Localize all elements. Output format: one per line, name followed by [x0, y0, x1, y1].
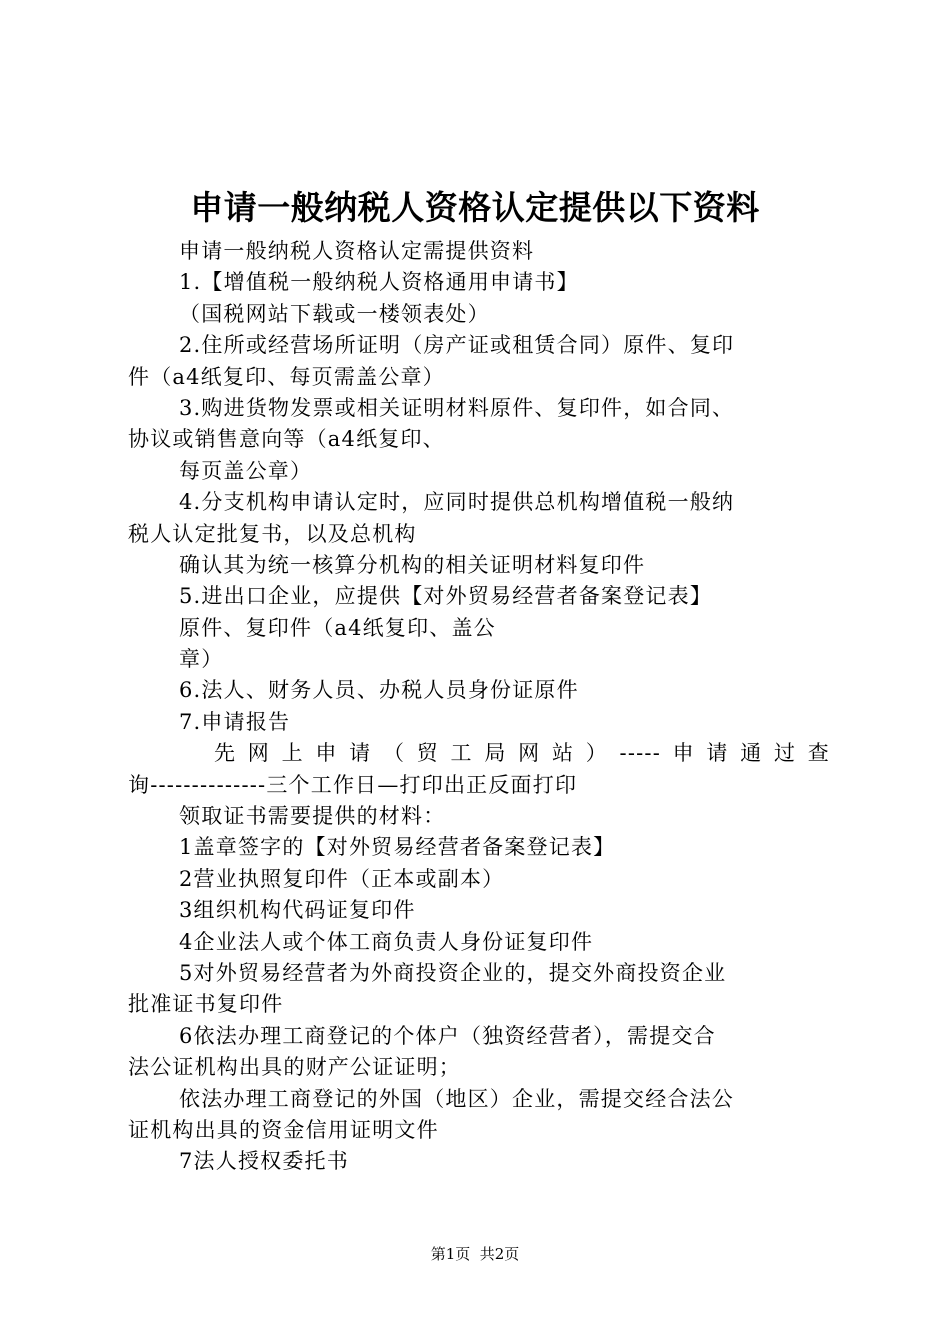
body-line: 依法办理工商登记的外国（地区）企业，需提交经合法公	[179, 1086, 734, 1111]
body-line: 法公证机构出具的财产公证证明；	[128, 1055, 461, 1080]
body-line: 7法人授权委托书	[179, 1149, 349, 1174]
body-line: 证机构出具的资金信用证明文件	[128, 1117, 439, 1142]
body-line: 4企业法人或个体工商负责人身份证复印件	[179, 929, 594, 954]
document-title: 申请一般纳税人资格认定提供以下资料	[190, 188, 760, 227]
body-line: 批准证书复印件	[128, 992, 284, 1017]
body-line: 2.住所或经营场所证明（房产证或租赁合同）原件、复印	[179, 333, 735, 358]
body-line: 1盖章签字的【对外贸易经营者备案登记表】	[179, 835, 616, 860]
body-line: 1.【增值税一般纳税人资格通用申请书】	[179, 270, 579, 295]
body-line: 7.申请报告	[179, 709, 291, 734]
body-line: 5.进出口企业，应提供【对外贸易经营者备案登记表】	[179, 584, 713, 609]
body-line: 领取证书需要提供的材料：	[179, 804, 446, 829]
body-line: 原件、复印件（a4纸复印、盖公	[179, 615, 496, 640]
body-line: 税人认定批复书，以及总机构	[128, 521, 417, 546]
page-number: 第1页 共2页	[430, 1245, 520, 1263]
body-line: 申请一般纳税人资格认定需提供资料	[179, 239, 535, 263]
body-line: 件（a4纸复印、每页需盖公章）	[128, 364, 445, 389]
page-footer	[0, 1244, 950, 1264]
body-line: 每页盖公章）	[179, 458, 313, 483]
body-line: 6.法人、财务人员、办税人员身份证原件	[179, 678, 579, 703]
body-line: 5对外贸易经营者为外商投资企业的，提交外商投资企业	[179, 960, 727, 985]
body-line: 协议或销售意向等（a4纸复印、	[128, 427, 445, 452]
body-line: 3.购进货物发票或相关证明材料原件、复印件，如合同、	[179, 395, 735, 420]
body-line: 章）	[179, 647, 224, 672]
body-line: 3组织机构代码证复印件	[179, 898, 416, 923]
body-line: 6依法办理工商登记的个体户（独资经营者），需提交合	[179, 1023, 716, 1048]
body-line: （国税网站下载或一楼领表处）	[179, 301, 490, 326]
body-line: 先网上申请（贸工局网站）-----申请通过查	[214, 741, 830, 766]
body-line: 4.分支机构申请认定时，应同时提供总机构增值税一般纳	[179, 490, 735, 515]
body-line: 2营业执照复印件（正本或副本）	[179, 866, 505, 891]
document-body	[128, 236, 830, 1178]
body-line: 询--------------三个工作日—打印出正反面打印	[128, 772, 578, 797]
body-line: 确认其为统一核算分机构的相关证明材料复印件	[179, 552, 646, 577]
